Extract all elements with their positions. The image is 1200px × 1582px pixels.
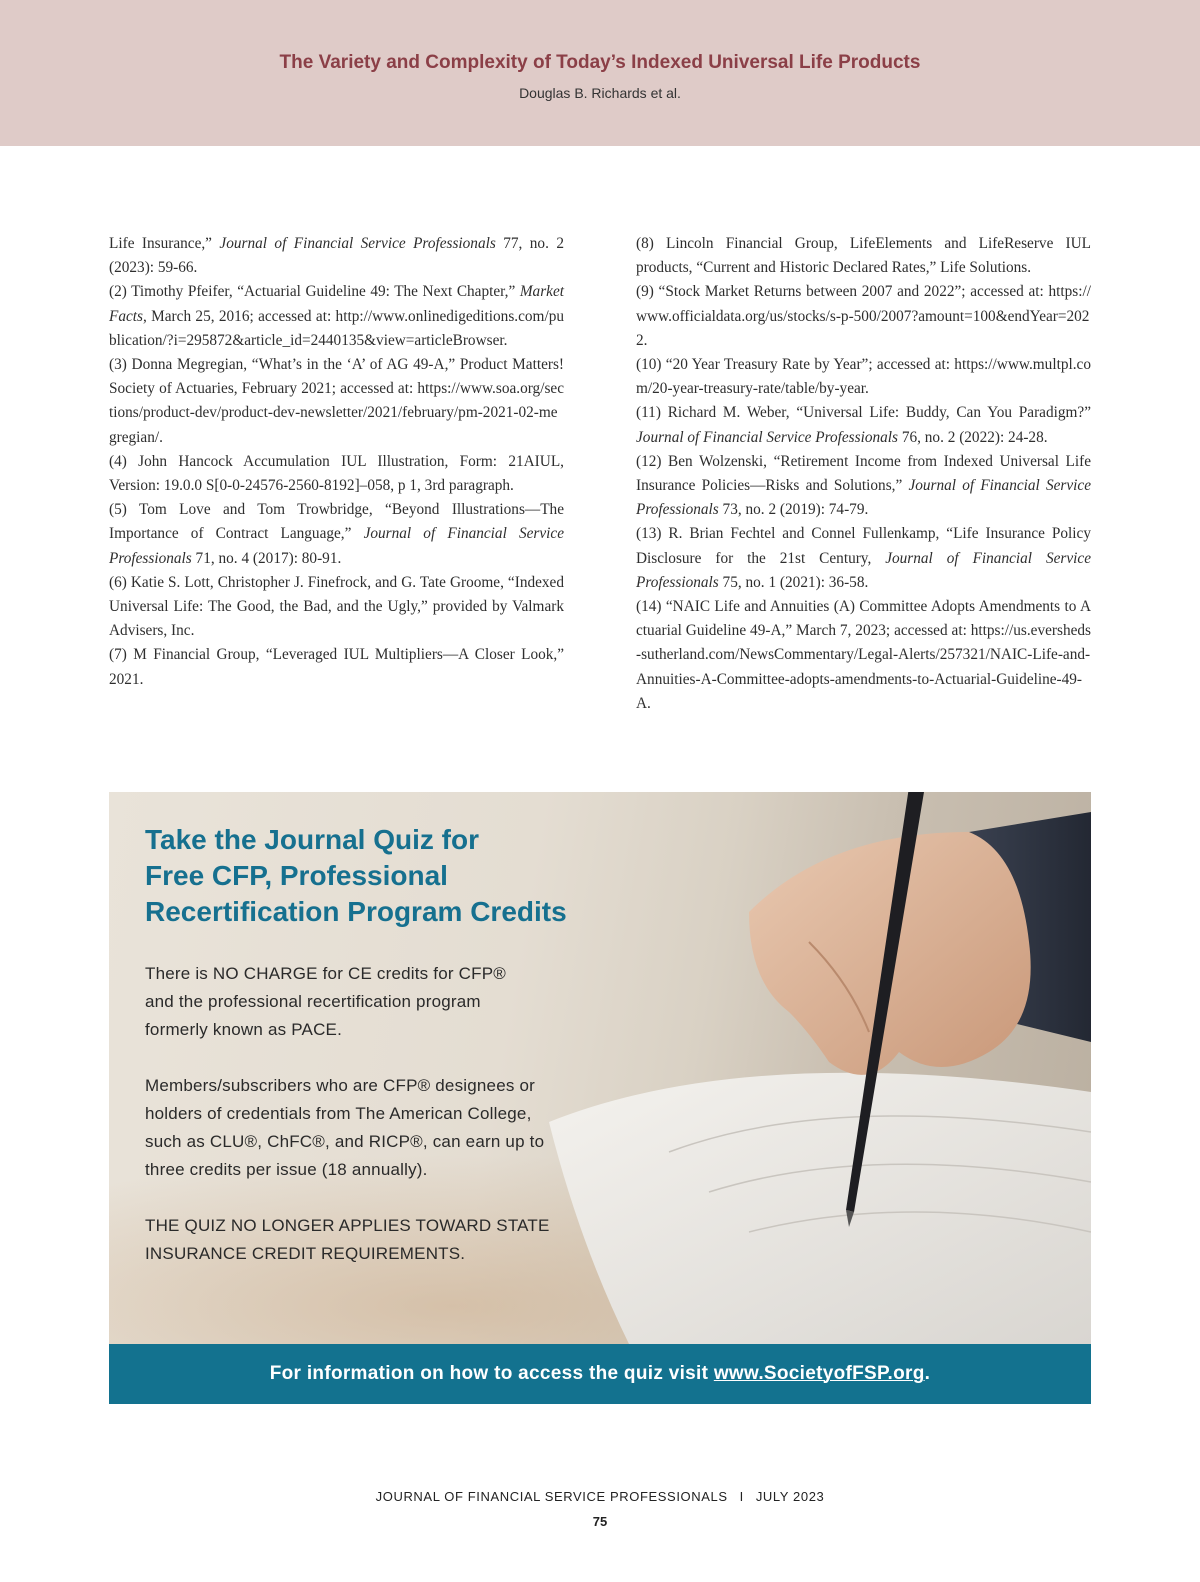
journal-name: JOURNAL OF FINANCIAL SERVICE PROFESSIONALS [375,1489,728,1504]
footer-journal-line [0,1489,1200,1504]
quiz-title: Take the Journal Quiz for Free CFP, Professional Recertification Program Credits [145,824,567,927]
quiz-info-banner: For information on how to access the quiz visit www.SocietyofFSP.org. [109,1344,1091,1404]
reference-item: (8) Lincoln Financial Group, LifeElements and LifeReserve IUL products, “Current and Historic Declared Rates,” Life Solutions. [636,235,1091,277]
quiz-advertisement [109,792,1091,1404]
reference-item: (12) Ben Wolzenski, “Retirement Income from Indexed Universal Life Insurance Policies—Risks and Solutions,” Journal of Financial Service Professionals 73, no. 2 (2019): 74-79. [636,452,1091,519]
reference-item: (6) Katie S. Lott, Christopher J. Finefrock, and G. Tate Groome, “Indexed Universal Life: The Good, the Bad, and the Ugly,” provided by Valmark Advisers, Inc. [109,573,564,640]
running-author: Douglas B. Richards et al. [519,85,681,101]
quiz-paragraph-credits: Members/subscribers who are CFP® designees or holders of credentials from The American College, such as CLU®, ChFC®, and RICP®, can earn up to three credits per issue (18 annually). [145,1076,545,1179]
reference-item: (10) “20 Year Treasury Rate by Year”; accessed at: https://www.multpl.com/20-year-treasury-rate/table/by-year. [636,356,1091,398]
reference-item: (13) R. Brian Fechtel and Connel Fullenkamp, “Life Insurance Policy Disclosure for the 21st Century, Journal of Financial Service Professionals 75, no. 1 (2021): 36-58. [636,525,1091,591]
reference-item: (5) Tom Love and Tom Trowbridge, “Beyond Illustrations—The Importance of Contract Language,” Journal of Financial Service Professionals 71, no. 4 (2017): 80-91. [109,501,564,567]
quiz-paragraph-notice: THE QUIZ NO LONGER APPLIES TOWARD STATE INSURANCE CREDIT REQUIREMENTS. [145,1216,550,1263]
footer-separator: I [739,1489,744,1504]
quiz-paragraph-charge: There is NO CHARGE for CE credits for CFP® and the professional recertification program formerly known as PACE. [145,964,506,1039]
references-right-column [636,232,1091,716]
running-title: The Variety and Complexity of Today’s Indexed Universal Life Products [279,52,921,73]
reference-item: (2) Timothy Pfeifer, “Actuarial Guideline 49: The Next Chapter,” MarketFacts, March 25, 2016; accessed at: http://www.onlinedigeditions.com/publication/?i=295872&article_id=2440135&view=articleBrowser. [109,283,564,349]
reference-item: (14) “NAIC Life and Annuities (A) Committee Adopts Amendments to Actuarial Guideline 49-A,” March 7, 2023; accessed at: https://us.eversheds-sutherland.com/NewsCommentary/Legal-Alerts/257321/NAIC-Life-and-Annuities-A-Committee-adopts-amendments-to-Actuarial-Guideline-49-A. [636,598,1091,712]
reference-item: (11) Richard M. Weber, “Universal Life: Buddy, Can You Paradigm?” Journal of Financial Service Professionals 76, no. 2 (2022): 24-28. [636,404,1091,446]
reference-item: (3) Donna Megregian, “What’s in the ‘A’ of AG 49-A,” Product Matters! Society of Actuaries, February 2021; accessed at: https://www.soa.org/sections/product-dev/product-dev-newsletter/2021/february/pm-2021-02-megregian/. [109,356,564,446]
issue-date: JULY 2023 [755,1489,825,1504]
paper-page [549,1073,1091,1344]
header-band [0,0,1200,146]
references-left-column [109,232,564,692]
page-number: 75 [592,1514,608,1529]
reference-item: Life Insurance,” Journal of Financial Service Professionals 77, no. 2 (2023): 59-66. [109,235,564,277]
reference-item: (4) John Hancock Accumulation IUL Illustration, Form: 21AIUL, Version: 19.0.0 S[0-0-24576-2560-8192]–058, p 1, 3rd paragraph. [109,452,564,495]
society-website-link[interactable]: www.SocietyofFSP.org [713,1363,925,1384]
reference-item: (9) “Stock Market Returns between 2007 and 2022”; accessed at: https://www.officialdata.org/us/stocks/s-p-500/2007?amount=100&endYear=2022. [636,283,1091,349]
reference-item: (7) M Financial Group, “Leveraged IUL Multipliers—A Closer Look,” 2021. [109,646,564,688]
